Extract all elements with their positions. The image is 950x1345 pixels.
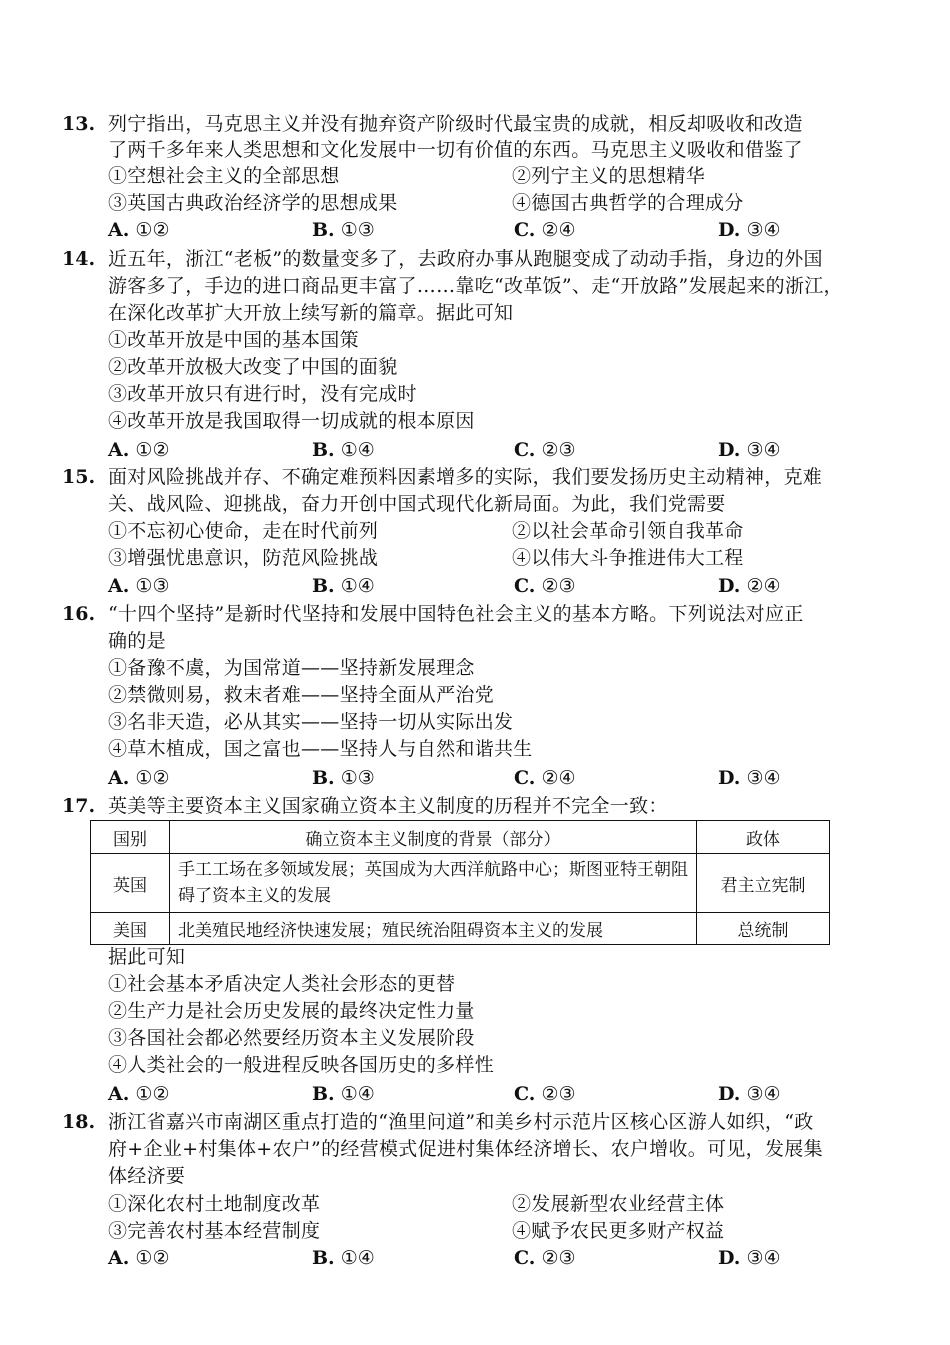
statement-item: ④德国古典哲学的合理成分 xyxy=(512,192,744,214)
statement-item: ②禁微则易，救末者难——坚持全面从严治党 xyxy=(108,684,495,706)
question-number: 18. xyxy=(62,1111,96,1133)
choice-a[interactable]: A. ①② xyxy=(108,439,170,461)
choice-a[interactable]: A. ①② xyxy=(108,1247,170,1269)
question-text-line: “十四个坚持”是新时代坚持和发展中国特色社会主义的基本方略。下列说法对应正 xyxy=(108,603,804,625)
table-cell-country: 美国 xyxy=(91,913,170,945)
statement-item: ②列宁主义的思想精华 xyxy=(512,165,706,187)
question-text-line: 浙江省嘉兴市南湖区重点打造的“渔里问道”和美乡村示范片区核心区游人如织，“政 xyxy=(108,1111,814,1133)
choice-d[interactable]: D. ③④ xyxy=(718,1083,781,1105)
table-cell-government: 君主立宪制 xyxy=(697,854,830,913)
table-row xyxy=(91,854,830,913)
question-number: 13. xyxy=(62,113,96,135)
question-text-line: 游客多了，手边的进口商品更丰富了……靠吃“改革饭”、走“开放路”发展起来的浙江， xyxy=(108,275,843,297)
choice-b[interactable]: B. ①④ xyxy=(312,439,375,461)
choice-c[interactable]: C. ②③ xyxy=(514,575,576,597)
statement-item: ②以社会革命引领自我革命 xyxy=(512,520,744,542)
choice-b[interactable]: B. ①③ xyxy=(312,219,375,241)
question-text-line: 府+企业+村集体+农户”的经营模式促进村集体经济增长、农户增收。可见，发展集 xyxy=(108,1138,823,1160)
statement-item: ③完善农村基本经营制度 xyxy=(108,1220,321,1242)
question-text-line: 确的是 xyxy=(108,630,166,652)
question-text-line: 体经济要 xyxy=(108,1165,186,1187)
table-cell-background: 手工工场在多领域发展；英国成为大西洋航路中心；斯图亚特王朝阻碍了资本主义的发展 xyxy=(170,854,697,913)
table-cell-government: 总统制 xyxy=(697,913,830,945)
choice-d[interactable]: D. ②④ xyxy=(718,575,781,597)
statement-item: ④赋予农民更多财产权益 xyxy=(512,1220,725,1242)
statement-item: ①深化农村土地制度改革 xyxy=(108,1193,321,1215)
choice-b[interactable]: B. ①④ xyxy=(312,1083,375,1105)
choice-d[interactable]: D. ③④ xyxy=(718,219,781,241)
table-cell-background: 北美殖民地经济快速发展；殖民统治阻碍资本主义的发展 xyxy=(170,913,697,945)
question-text-line: 近五年，浙江“老板”的数量变多了，去政府办事从跑腿变成了动动手指，身边的外国 xyxy=(108,248,823,270)
choice-a[interactable]: A. ①② xyxy=(108,767,170,789)
statement-item: ①社会基本矛盾决定人类社会形态的更替 xyxy=(108,973,456,995)
choice-c[interactable]: C. ②④ xyxy=(514,767,576,789)
statement-item: ③增强忧患意识，防范风险挑战 xyxy=(108,547,379,569)
question-text-line: 面对风险挑战并存、不确定难预料因素增多的实际，我们要发扬历史主动精神，克难 xyxy=(108,466,823,488)
choice-d[interactable]: D. ③④ xyxy=(718,767,781,789)
choice-c[interactable]: C. ②③ xyxy=(514,1247,576,1269)
choice-b[interactable]: B. ①③ xyxy=(312,767,375,789)
statement-item: ③名非天造，必从其实——坚持一切从实际出发 xyxy=(108,711,514,733)
statement-item: ③各国社会都必然要经历资本主义发展阶段 xyxy=(108,1027,475,1049)
choice-c[interactable]: C. ②③ xyxy=(514,1083,576,1105)
question-text-line: 列宁指出，马克思主义并没有抛弃资产阶级时代最宝贵的成就，相反却吸收和改造 xyxy=(108,113,803,135)
question-text-line: 关、战风险、迎挑战，奋力开创中国式现代化新局面。为此，我们党需要 xyxy=(108,493,726,515)
question-text-line: 在深化改革扩大开放上续写新的篇章。据此可知 xyxy=(108,302,514,324)
choice-d[interactable]: D. ③④ xyxy=(718,1247,781,1269)
statement-item: ④改革开放是我国取得一切成就的根本原因 xyxy=(108,410,475,432)
statement-item: ①备豫不虞，为国常道——坚持新发展理念 xyxy=(108,657,475,679)
statement-item: ③英国古典政治经济学的思想成果 xyxy=(108,192,398,214)
statement-item: ①不忘初心使命，走在时代前列 xyxy=(108,520,379,542)
question-text-line: 据此可知 xyxy=(108,946,186,968)
question-number: 16. xyxy=(62,603,96,625)
history-table xyxy=(90,820,830,945)
statement-item: ④草木植成，国之富也——坚持人与自然和谐共生 xyxy=(108,738,533,760)
choice-a[interactable]: A. ①② xyxy=(108,219,170,241)
choice-c[interactable]: C. ②④ xyxy=(514,219,576,241)
statement-item: ④以伟大斗争推进伟大工程 xyxy=(512,547,744,569)
statement-item: ②改革开放极大改变了中国的面貌 xyxy=(108,356,398,378)
choice-c[interactable]: C. ②③ xyxy=(514,439,576,461)
choice-a[interactable]: A. ①② xyxy=(108,1083,170,1105)
table-header-row xyxy=(91,821,830,854)
statement-item: ③改革开放只有进行时，没有完成时 xyxy=(108,383,417,405)
statement-item: ②发展新型农业经营主体 xyxy=(512,1193,725,1215)
question-text-line: 英美等主要资本主义国家确立资本主义制度的历程并不完全一致： xyxy=(108,795,668,817)
statement-item: ②生产力是社会历史发展的最终决定性力量 xyxy=(108,1000,475,1022)
question-number: 17. xyxy=(62,795,96,817)
table-header: 确立资本主义制度的背景（部分） xyxy=(170,821,697,854)
question-number: 14. xyxy=(62,248,96,270)
table-cell-country: 英国 xyxy=(91,854,170,913)
table-row xyxy=(91,913,830,945)
choice-b[interactable]: B. ①④ xyxy=(312,575,375,597)
choice-b[interactable]: B. ①④ xyxy=(312,1247,375,1269)
question-text-line: 了两千多年来人类思想和文化发展中一切有价值的东西。马克思主义吸收和借鉴了 xyxy=(108,139,803,161)
table-header: 国别 xyxy=(91,821,170,854)
choice-d[interactable]: D. ③④ xyxy=(718,439,781,461)
choice-a[interactable]: A. ①③ xyxy=(108,575,170,597)
statement-item: ①改革开放是中国的基本国策 xyxy=(108,329,359,351)
table-header: 政体 xyxy=(697,821,830,854)
question-number: 15. xyxy=(62,466,96,488)
statement-item: ①空想社会主义的全部思想 xyxy=(108,165,340,187)
statement-item: ④人类社会的一般进程反映各国历史的多样性 xyxy=(108,1054,495,1076)
